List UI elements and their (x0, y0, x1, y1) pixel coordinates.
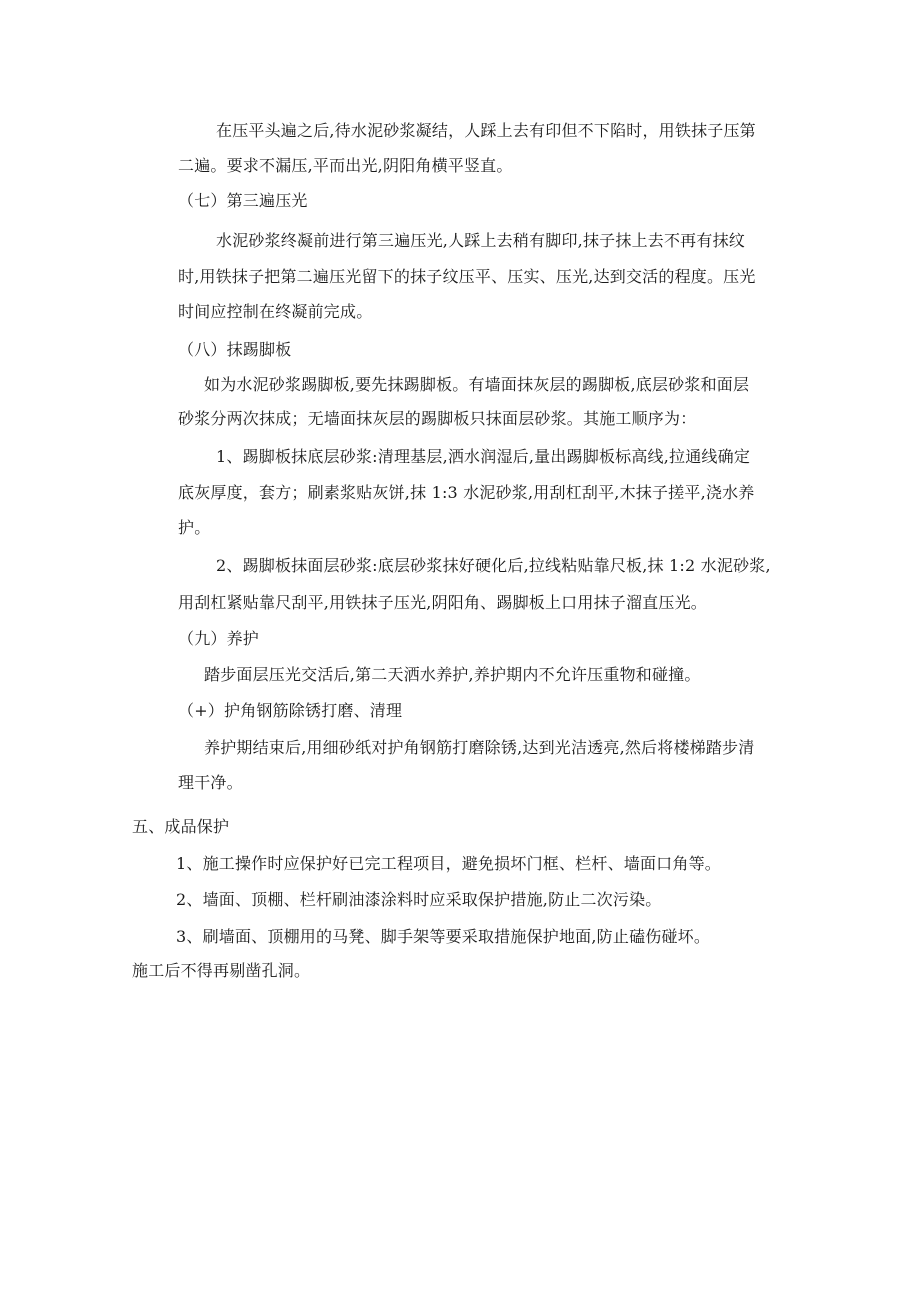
paragraph-line: 在压平头遍之后,待水泥砂浆凝结，人踩上去有印但不下陷时，用铁抹子压第 (216, 121, 756, 140)
paragraph-line: 施工后不得再剔凿孔洞。 (132, 961, 311, 980)
paragraph-line: 养护期结束后,用细砂纸对护角钢筋打磨除锈,达到光洁透亮,然后将楼梯踏步清 (204, 738, 755, 757)
paragraph-line: 1、施工操作时应保护好已完工程项目，避免损坏门框、栏杆、墙面口角等。 (176, 854, 721, 873)
paragraph-line: 1、踢脚板抹底层砂浆:清理基层,洒水润湿后,量出踢脚板标高线,拉通线确定 (216, 447, 751, 466)
paragraph-line: 砂浆分两次抹成；无墙面抹灰层的踢脚板只抹面层砂浆。其施工顺序为： (178, 409, 697, 428)
paragraph-line: 时,用铁抹子把第二遍压光留下的抹子纹压平、压实、压光,达到交活的程度。压光 (178, 267, 756, 286)
paragraph-line: 二遍。要求不漏压,平而出光,阴阳角横平竖直。 (178, 156, 513, 175)
paragraph-line: 踏步面层压光交活后,第二天洒水养护,养护期内不允许压重物和碰撞。 (204, 665, 701, 684)
paragraph-line: 水泥砂浆终凝前进行第三遍压光,人踩上去稍有脚印,抹子抹上去不再有抹纹 (216, 231, 745, 250)
section-heading: （九）养护 (178, 629, 260, 648)
section-heading: （七）第三遍压光 (178, 191, 308, 210)
section-heading: （八）抹踢脚板 (178, 340, 292, 359)
paragraph-line: 理干净。 (178, 773, 243, 792)
paragraph-line: 2、墙面、顶棚、栏杆刷油漆涂料时应采取保护措施,防止二次污染。 (176, 890, 662, 909)
paragraph-line: 底灰厚度，套方；刷素浆贴灰饼,抹 1:3 水泥砂浆,用刮杠刮平,木抹子搓平,浇水养 (178, 483, 755, 502)
paragraph-line: 2、踢脚板抹面层砂浆:底层砂浆抹好硬化后,拉线粘贴靠尺板,抹 1:2 水泥砂浆, (216, 556, 771, 575)
paragraph-line: 如为水泥砂浆踢脚板,要先抹踢脚板。有墙面抹灰层的踢脚板,底层砂浆和面层 (204, 375, 750, 394)
section-heading: （+）护角钢筋除锈打磨、清理 (178, 701, 403, 720)
paragraph-line: 时间应控制在终凝前完成。 (178, 302, 373, 321)
paragraph-line: 3、刷墙面、顶棚用的马凳、脚手架等要采取措施保护地面,防止磕伤碰坏。 (176, 927, 711, 946)
paragraph-line: 用刮杠紧贴靠尺刮平,用铁抹子压光,阴阳角、踢脚板上口用抹子溜直压光。 (178, 593, 707, 612)
chapter-heading: 五、成品保护 (132, 817, 230, 836)
paragraph-line: 护。 (178, 518, 211, 537)
